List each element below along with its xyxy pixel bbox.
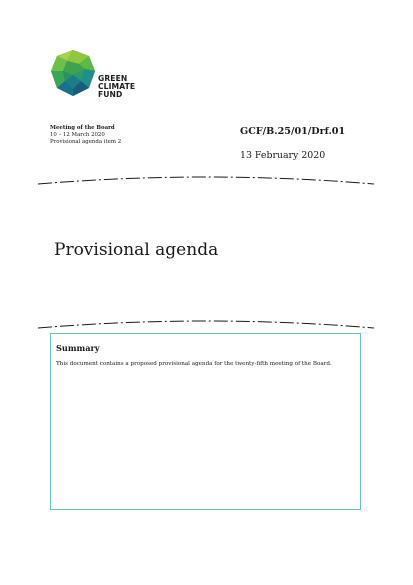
- logo-line-climate: CLIMATE: [98, 82, 136, 92]
- meeting-info: [50, 125, 121, 145]
- agenda-item: Provisional agenda item 2: [50, 138, 122, 145]
- logo-line-fund: FUND: [98, 90, 123, 100]
- document-reference: GCF/B.25/01/Drf.01: [240, 126, 346, 137]
- page-title: Provisional agenda: [54, 240, 219, 260]
- meeting-title: Meeting of the Board: [50, 125, 115, 131]
- green-climate-fund-logo: [49, 49, 149, 111]
- globe-icon: [49, 49, 97, 97]
- summary-text: This document contains a proposed provisional agenda for the twenty-fifth meeting of the Board.: [56, 361, 332, 367]
- logo-wordmark: [98, 75, 135, 100]
- bottom-divider: [38, 317, 374, 331]
- logo-line-green: GREEN: [98, 74, 128, 83]
- meeting-dates: 10 – 12 March 2020: [50, 131, 105, 138]
- summary-box: [50, 333, 361, 510]
- summary-heading: Summary: [56, 343, 100, 353]
- document-date: 13 February 2020: [240, 150, 326, 161]
- top-divider: [38, 174, 374, 188]
